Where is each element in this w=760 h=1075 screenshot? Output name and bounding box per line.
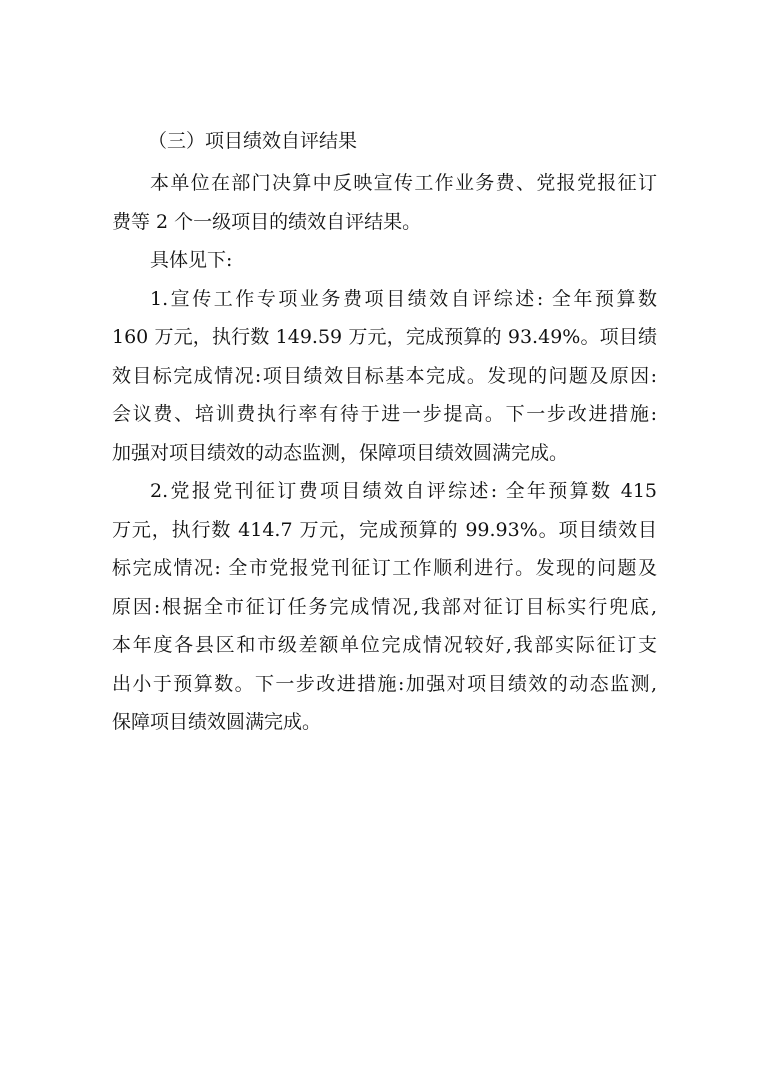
paragraph-intro (112, 164, 657, 241)
paragraph-line: 1.宣传工作专项业务费项目绩效自评综述: 全年预算数 (150, 287, 657, 310)
paragraph-line: 效目标完成情况:项目绩效目标基本完成。发现的问题及原因: (112, 364, 657, 387)
paragraph-item-2 (112, 472, 657, 742)
paragraph-line: 具体见下: (150, 249, 233, 271)
paragraph-line: 万元，执行数 414.7 万元，完成预算的 99.93%。项目绩效目 (112, 518, 657, 541)
paragraph-line: 加强对项目绩效的动态监测，保障项目绩效圆满完成。 (112, 441, 569, 464)
paragraph-line: 会议费、培训费执行率有待于进一步提高。下一步改进措施: (112, 403, 657, 425)
section-heading: （三）项目绩效自评结果 (148, 130, 358, 152)
paragraph-line: 标完成情况: 全市党报党刊征订工作顺利进行。发现的问题及 (112, 557, 657, 579)
document-body (112, 124, 657, 742)
paragraph-line: 出小于预算数。下一步改进措施:加强对项目绩效的动态监测, (112, 672, 657, 695)
paragraph-line: 本年度各县区和市级差额单位完成情况较好,我部实际征订支 (112, 634, 657, 656)
paragraph-line: 本单位在部门决算中反映宣传工作业务费、党报党报征订 (150, 172, 657, 194)
paragraph-line: 160 万元，执行数 149.59 万元，完成预算的 93.49%。项目绩 (112, 326, 657, 348)
paragraph-line: 2.党报党刊征订费项目绩效自评综述: 全年预算数 415 (150, 480, 657, 502)
paragraph-line: 原因:根据全市征订任务完成情况,我部对征订目标实行兜底, (112, 595, 657, 618)
paragraph-item-1 (112, 280, 657, 473)
paragraph-line: 费等 2 个一级项目的绩效自评结果。 (112, 210, 422, 233)
paragraph-details-lead (112, 241, 657, 280)
paragraph-line: 保障项目绩效圆满完成。 (112, 711, 322, 733)
